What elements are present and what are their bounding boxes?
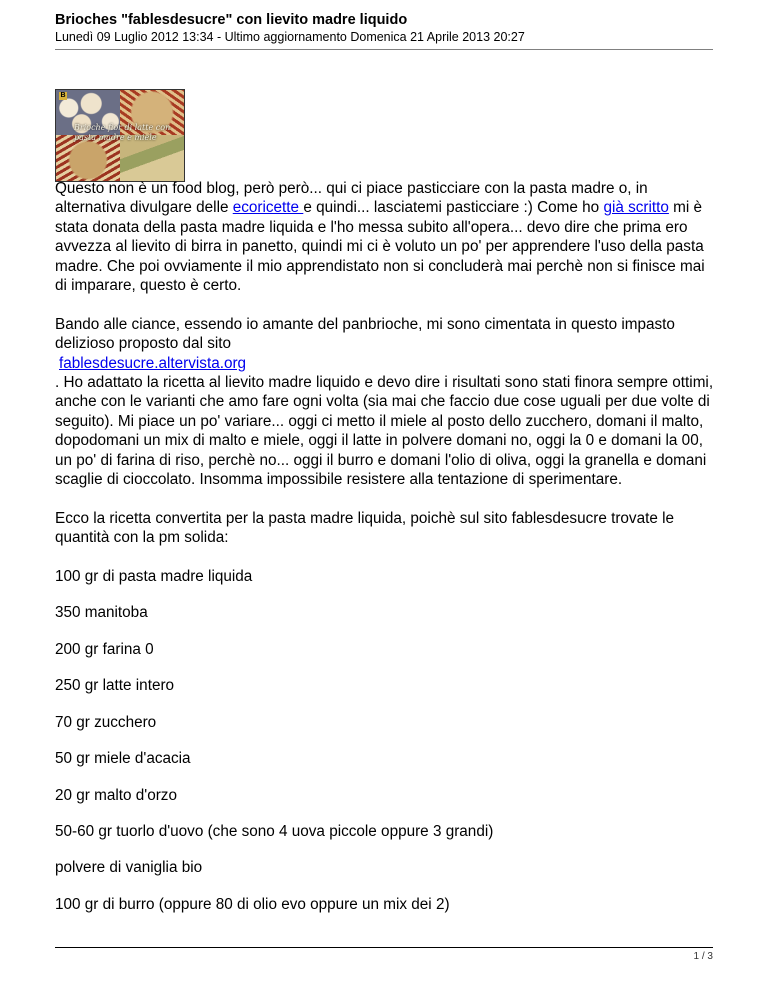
gia-scritto-link[interactable]: già scritto (603, 199, 669, 217)
intro-text-3: mi è stata donata della pasta madre liquida e l'ho messa subito all'opera... devo dire che prima ero avvezza al lievito di birra in panetto, quindi mi ci è voluto un po' per apprendere l'uso della pasta madre. Che poi ovviamente il mio apprendistato non si concluderà mai perchè non si finisce mai di imparare, questo è certo. (55, 199, 705, 295)
footer-divider (55, 947, 713, 948)
ingredient-item: 200 gr farina 0 (55, 640, 154, 658)
intro-text-1: Questo non è un food blog, però però... qui ci piace pasticciare con la pasta madre o, in alternativa divulgare delle (55, 180, 648, 217)
ingredient-item: 70 gr zucchero (55, 713, 157, 731)
photo-badge: B (60, 92, 66, 99)
intro-paragraph (55, 179, 720, 295)
ingredient-item: 20 gr malto d'orzo (55, 786, 177, 804)
ingredient-item: 50 gr miele d'acacia (55, 750, 191, 768)
article-body (55, 179, 720, 931)
paragraph-gap (55, 295, 720, 314)
intro-text-2: e quindi... lasciatemi pasticciare :) Come ho (303, 199, 604, 217)
photo-caption: Brioche fior di latte con pasta madre e miele (74, 123, 171, 142)
fablesdesucre-link[interactable]: fablesdesucre.altervista.org (59, 354, 247, 372)
ecoricette-link[interactable]: ecoricette (232, 199, 304, 217)
ingredient-item: 100 gr di pasta madre liquida (55, 568, 253, 586)
second-text-2: . Ho adattato la ricetta al lievito madre liquido e devo dire i risultati sono stati finora sempre ottimi, anche con le varianti che amo fare ogni volta (sia mai che faccio due cose uguali per due volte di seguito). Mi piace un po' variare... oggi ci metto il miele al posto dello zucchero, domani il malto, dopodomani un mix di malto e miele, oggi il latte in polvere domani no, oggi la 0 e domani la 00, un po' di farina di riso, perchè no... oggi il burro e domani l'olio di oliva, oggi la granella e domani scaglie di cioccolato. Insomma impossibile resistere alla tentazione di sperimentare. (55, 374, 714, 489)
paragraph-gap (55, 489, 720, 508)
page-header (55, 12, 713, 45)
ingredient-item: 100 gr di burro (oppure 80 di olio evo oppure un mix dei 2) (55, 895, 450, 913)
page-dates: Lunedì 09 Luglio 2012 13:34 - Ultimo aggiornamento Domenica 21 Aprile 2013 20:27 (55, 30, 525, 44)
third-paragraph: Ecco la ricetta convertita per la pasta madre liquida, poichè sul sito fablesdesucre trovate le quantità con la pm solida: (55, 509, 675, 547)
paragraph-gap (55, 548, 720, 567)
second-paragraph (55, 315, 720, 490)
page-number: 1 / 3 (693, 951, 713, 962)
page-title: Brioches "fablesdesucre" con lievito madre liquido (55, 12, 408, 28)
ingredients-list (55, 567, 720, 914)
ingredient-item: 250 gr latte intero (55, 677, 175, 695)
header-divider (55, 49, 713, 50)
ingredient-item: 50-60 gr tuorlo d'uovo (che sono 4 uova piccole oppure 3 grandi) (55, 822, 494, 840)
ingredient-item: 350 manitoba (55, 604, 148, 622)
second-text-1: Bando alle ciance, essendo io amante del panbrioche, mi sono cimentata in questo impasto delizioso proposto dal sito (55, 315, 675, 353)
ingredient-item: polvere di vaniglia bio (55, 859, 203, 877)
brioche-photo (55, 89, 185, 182)
